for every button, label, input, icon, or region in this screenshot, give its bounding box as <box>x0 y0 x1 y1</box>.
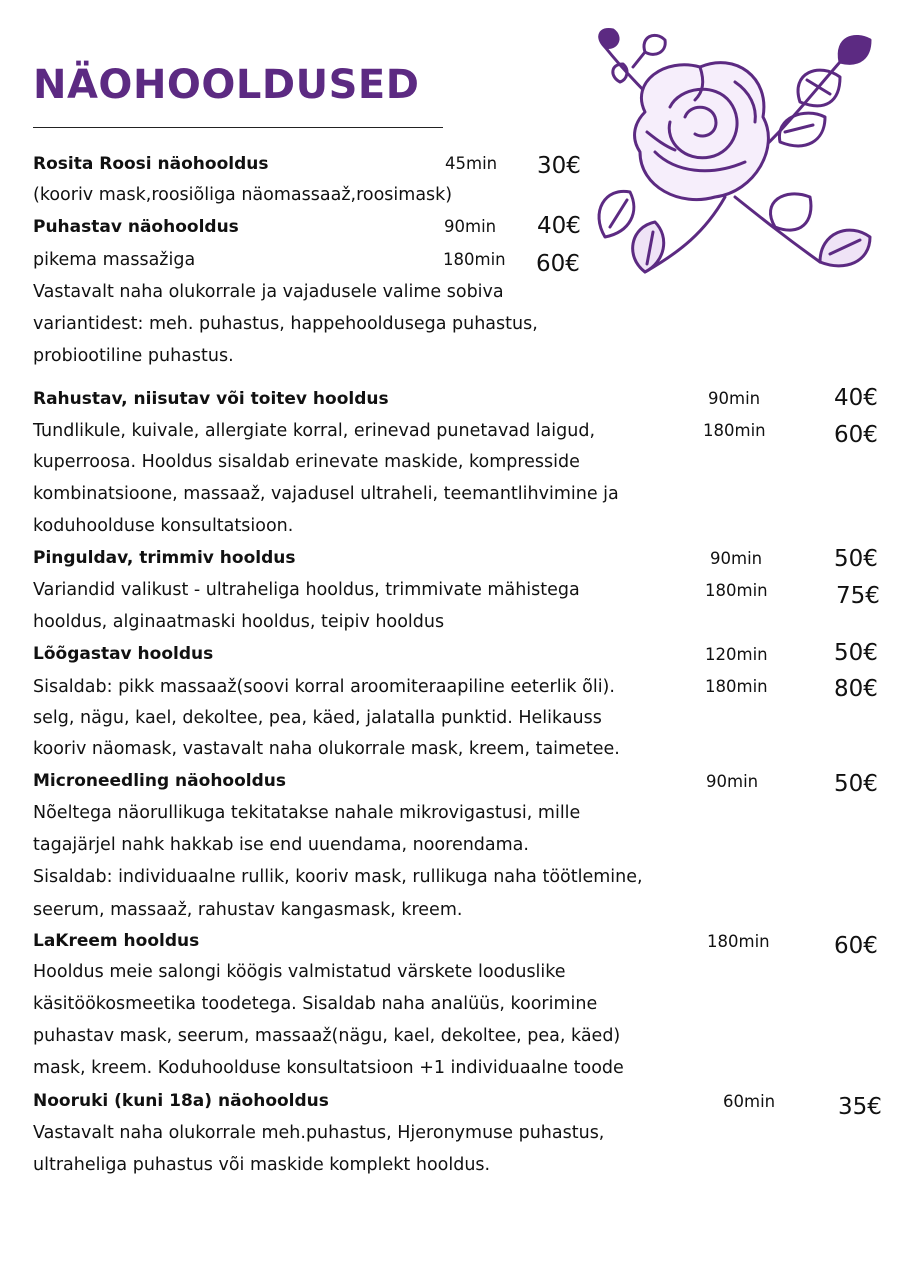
service-duration: 180min <box>705 677 768 696</box>
service-description-line: Variandid valikust - ultraheliga hooldus, trimmivate mähistega <box>33 580 580 600</box>
service-duration: 90min <box>706 772 759 791</box>
service-price: 35€ <box>838 1094 882 1120</box>
service-option-label: pikema massažiga <box>33 250 196 270</box>
service-duration: 180min <box>443 250 506 269</box>
service-name: LaKreem hooldus <box>33 931 200 951</box>
service-description-line: Tundlikule, kuivale, allergiate korral, erinevad punetavad laigud, <box>33 421 596 441</box>
service-description-line: hooldus, alginaatmaski hooldus, teipiv hooldus <box>33 612 445 632</box>
service-price: 50€ <box>834 640 878 666</box>
service-description-line: Nõeltega näorullikuga tekitatakse nahale mikrovigastusi, mille <box>33 803 581 823</box>
service-name: Microneedling näohooldus <box>33 771 286 791</box>
service-description-line: Vastavalt naha olukorrale ja vajadusele valime sobiva <box>33 282 504 302</box>
service-description-line: seerum, massaaž, rahustav kangasmask, kreem. <box>33 900 463 920</box>
service-description-line: puhastav mask, seerum, massaaž(nägu, kael, dekoltee, pea, käed) <box>33 1026 621 1046</box>
rose-illustration-icon <box>585 22 885 290</box>
service-price: 40€ <box>537 213 581 239</box>
service-description-line: tagajärjel nahk hakkab ise end uuendama, noorendama. <box>33 835 529 855</box>
service-duration: 90min <box>444 217 497 236</box>
service-description-line: Sisaldab: individuaalne rullik, kooriv mask, rullikuga naha töötlemine, <box>33 867 643 887</box>
page-title: NÄOHOOLDUSED <box>33 62 420 108</box>
service-name: Rosita Roosi näohooldus <box>33 154 269 174</box>
service-name: Nooruki (kuni 18a) näohooldus <box>33 1091 329 1111</box>
title-divider <box>33 127 443 128</box>
service-description-line: Vastavalt naha olukorrale meh.puhastus, Hjeronymuse puhastus, <box>33 1123 605 1143</box>
service-description-line: probiootiline puhastus. <box>33 346 234 366</box>
service-description-line: kooriv näomask, vastavalt naha olukorrale mask, kreem, taimetee. <box>33 739 620 759</box>
service-description-line: Hooldus meie salongi köögis valmistatud värskete looduslike <box>33 962 566 982</box>
service-price: 30€ <box>537 153 581 179</box>
service-name: Puhastav näohooldus <box>33 217 239 237</box>
service-name: Pinguldav, trimmiv hooldus <box>33 548 296 568</box>
service-price: 60€ <box>536 251 580 277</box>
service-duration: 45min <box>445 154 498 173</box>
service-price: 60€ <box>834 933 878 959</box>
service-duration: 120min <box>705 645 768 664</box>
service-description-line: (kooriv mask,roosiõliga näomassaaž,roosimask) <box>33 185 453 205</box>
service-description-line: kuperroosa. Hooldus sisaldab erinevate maskide, kompresside <box>33 452 580 472</box>
service-description-line: koduhoolduse konsultatsioon. <box>33 516 294 536</box>
service-price: 50€ <box>834 546 878 572</box>
service-description-line: käsitöökosmeetika toodetega. Sisaldab naha analüüs, koorimine <box>33 994 598 1014</box>
service-description-line: selg, nägu, kael, dekoltee, pea, käed, jalatalla punktid. Helikauss <box>33 708 602 728</box>
service-duration: 180min <box>707 932 770 951</box>
service-price: 40€ <box>834 385 878 411</box>
service-name: Lõõgastav hooldus <box>33 644 214 664</box>
service-duration: 60min <box>723 1092 776 1111</box>
service-price: 60€ <box>834 422 878 448</box>
service-price: 80€ <box>834 676 878 702</box>
service-duration: 90min <box>710 549 763 568</box>
service-duration: 180min <box>705 581 768 600</box>
service-price: 50€ <box>834 771 878 797</box>
service-description-line: kombinatsioone, massaaž, vajadusel ultraheli, teemantlihvimine ja <box>33 484 619 504</box>
service-duration: 180min <box>703 421 766 440</box>
service-name: Rahustav, niisutav või toitev hooldus <box>33 389 389 409</box>
service-duration: 90min <box>708 389 761 408</box>
service-description-line: variantidest: meh. puhastus, happehooldusega puhastus, <box>33 314 538 334</box>
service-description-line: Sisaldab: pikk massaaž(soovi korral aroomiteraapiline eeterlik õli). <box>33 677 615 697</box>
service-description-line: mask, kreem. Koduhoolduse konsultatsioon +1 individuaalne toode <box>33 1058 624 1078</box>
service-price: 75€ <box>836 583 880 609</box>
service-description-line: ultraheliga puhastus või maskide komplekt hooldus. <box>33 1155 491 1175</box>
